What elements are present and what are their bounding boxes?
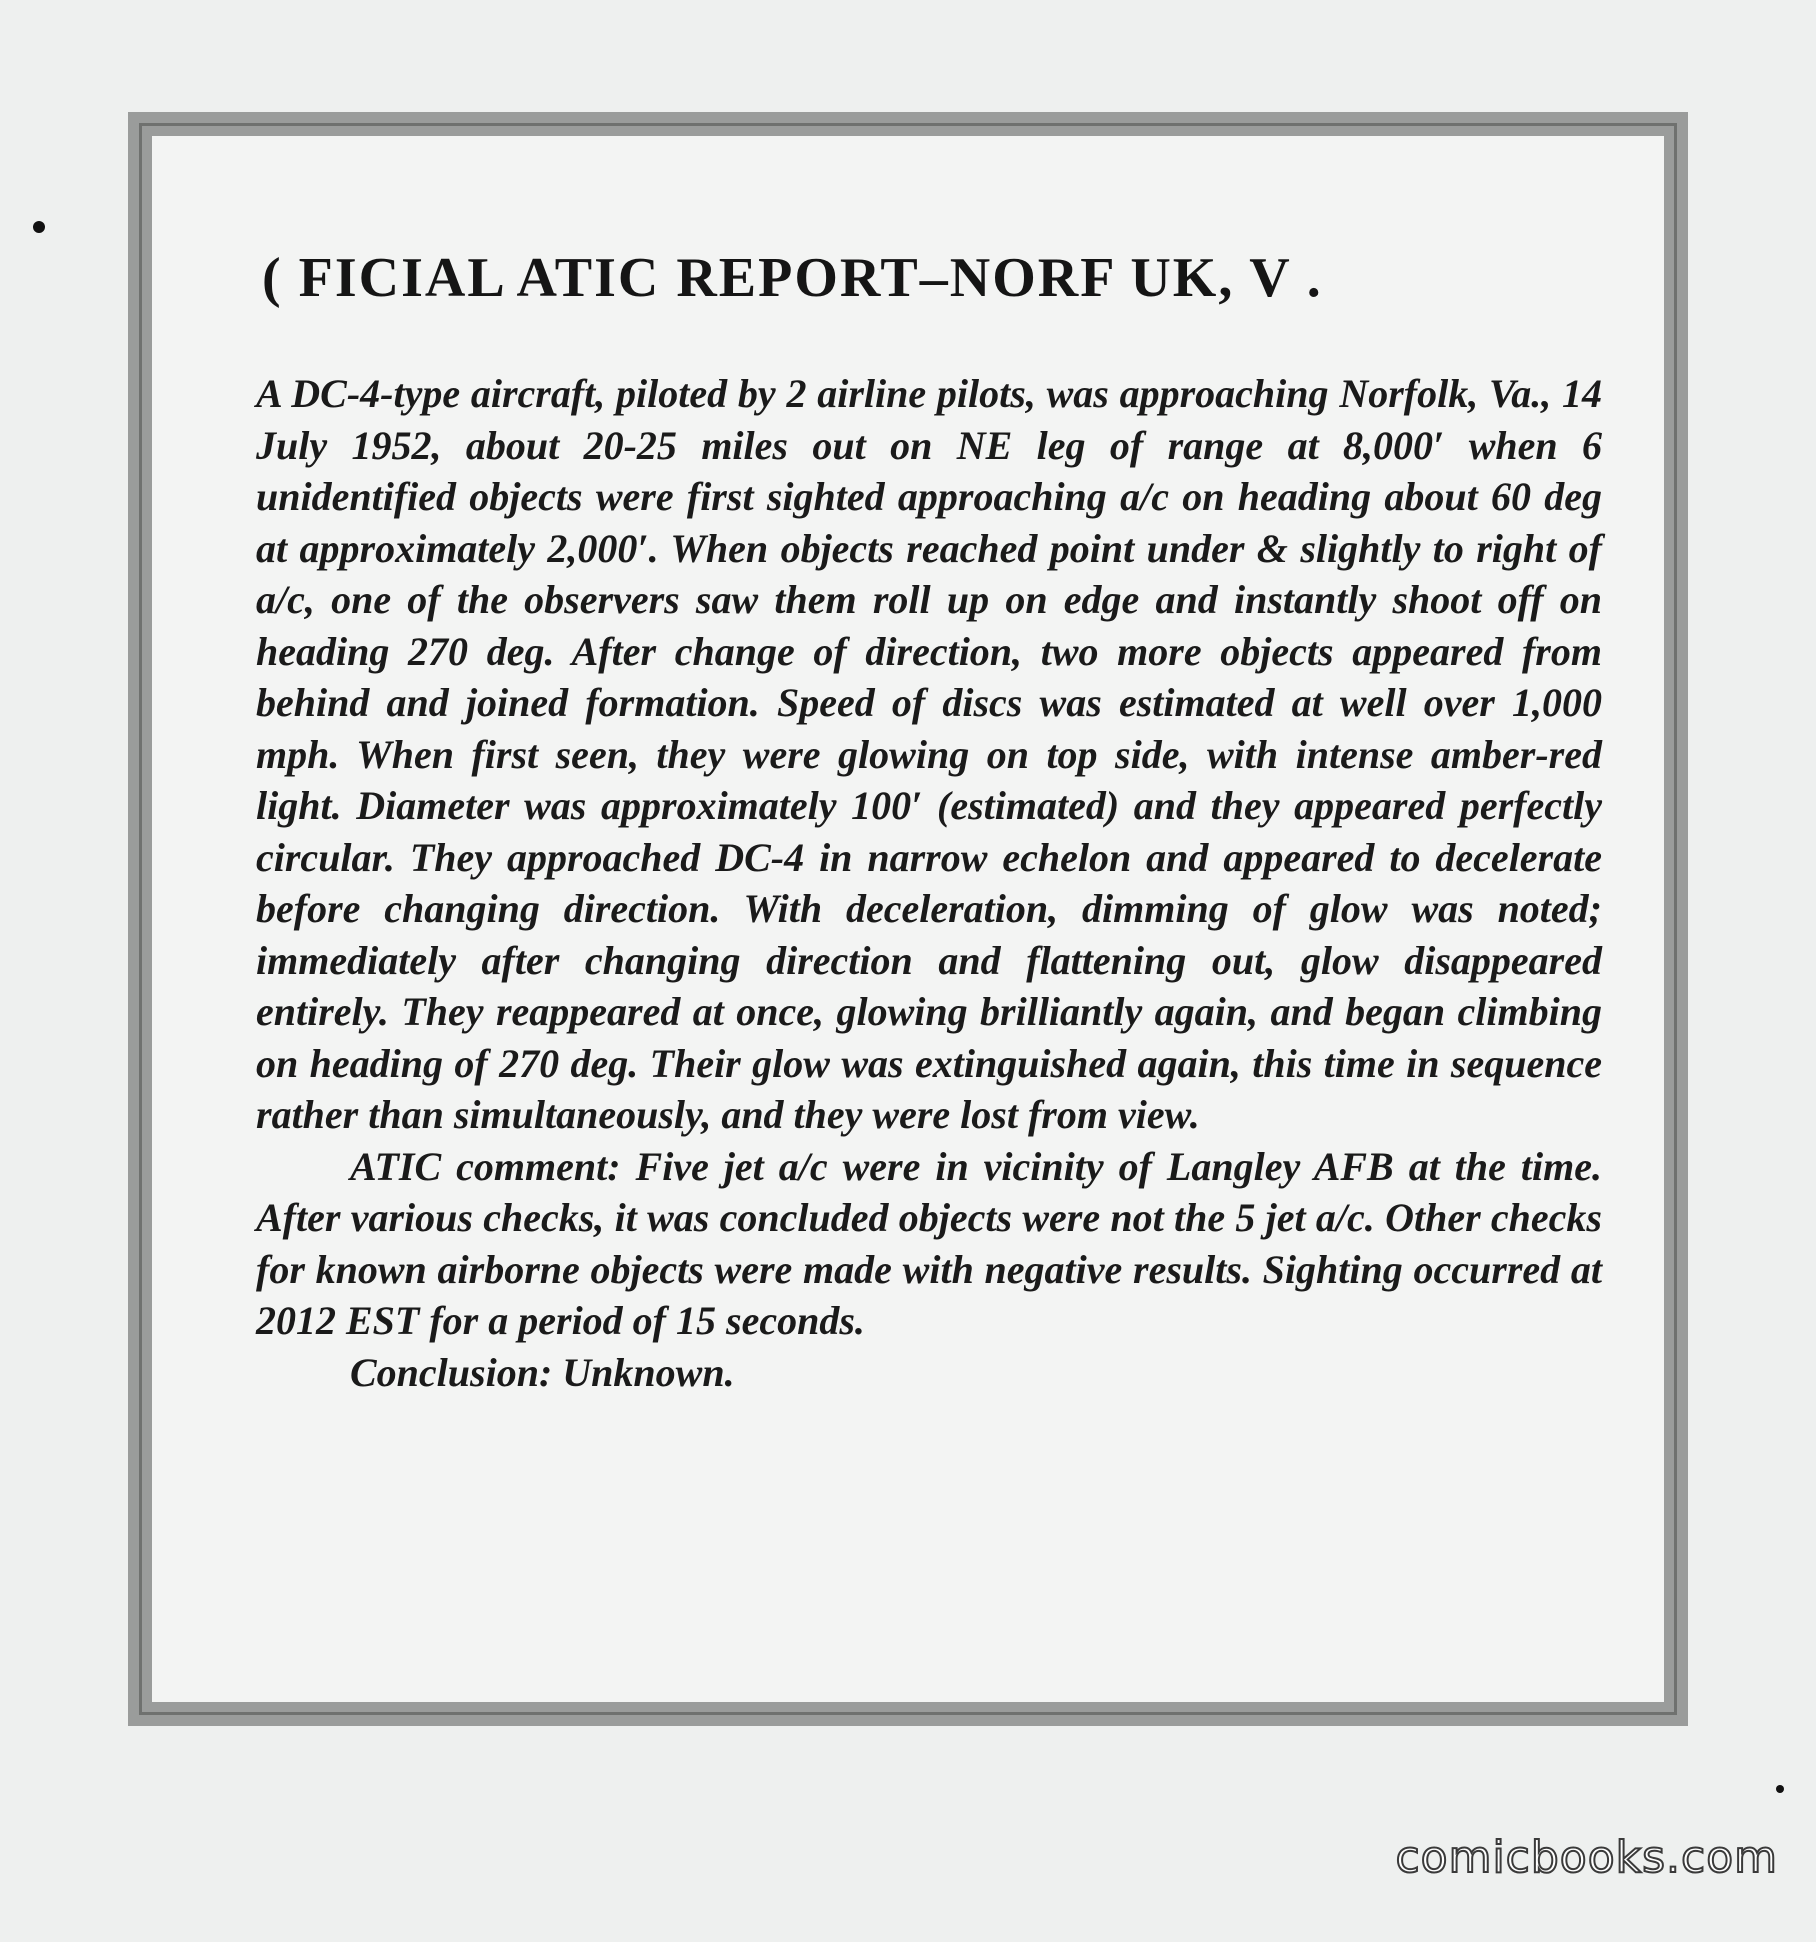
watermark: comicbooks.com	[1395, 1832, 1778, 1883]
scan-speck	[1776, 1785, 1784, 1793]
report-body	[256, 368, 1602, 1398]
report-title: ( FICIAL ATIC REPORT–NORF UK, V .	[262, 247, 1323, 309]
report-paragraph-conclusion: Conclusion: Unknown.	[350, 1349, 735, 1395]
scan-speck	[33, 221, 45, 233]
report-frame	[128, 112, 1688, 1726]
report-paragraph-sighting: A DC-4-type aircraft, piloted by 2 airline pilots, was approaching Norfolk, Va., 14 July 1952, about 20-25 miles out on NE leg of range at 8,000′ when 6 unidentified objects were first sighted approaching a/c on heading about 60 deg at approximately 2,000′. When objects reached point under & slightly to right of a/c, one of the observers saw them roll up on edge and instantly shoot off on heading 270 deg. After change of direction, two more objects appeared from behind and joined formation. Speed of discs was estimated at well over 1,000 mph. When first seen, they were glowing on top side, with intense amber-red light. Diameter was approximately 100′ (estimated) and they appeared perfectly circular. They approached DC-4 in narrow echelon and appeared to decelerate before changing direction. With deceleration, dimming of glow was noted; immediately after changing direction and flattening out, glow disappeared entirely. They reappeared at once, glowing brilliantly again, and began climbing on heading of 270 deg. Their glow was extinguished again, this time in sequence rather than simultaneously, and they were lost from view.	[256, 371, 1602, 1137]
report-content	[152, 136, 1664, 1702]
report-paragraph-atic-comment: ATIC comment: Five jet a/c were in vicinity of Langley AFB at the time. After various checks, it was concluded objects were not the 5 jet a/c. Other checks for known airborne objects were made with negative results. Sighting occurred at 2012 EST for a period of 15 seconds.	[256, 1143, 1602, 1343]
